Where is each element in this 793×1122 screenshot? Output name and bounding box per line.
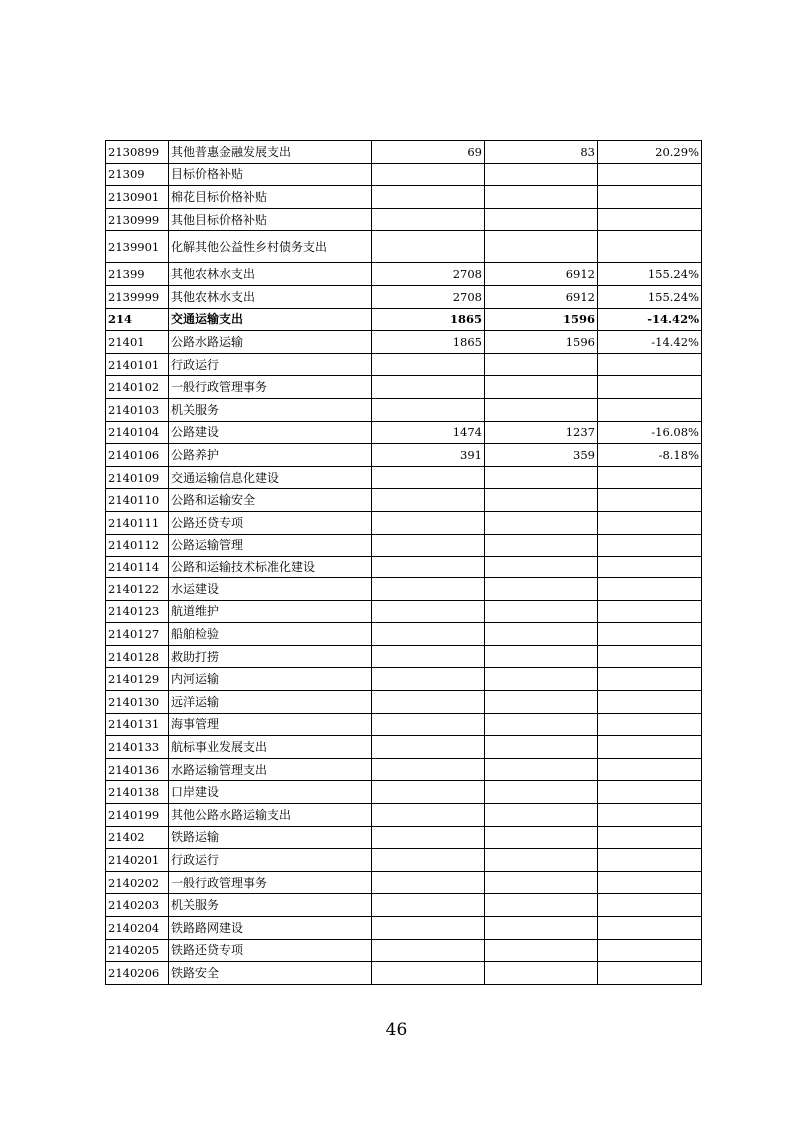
table-row	[106, 578, 702, 601]
amount-cell-2: 1237	[485, 421, 598, 444]
item-code-cell: 21402	[106, 826, 169, 849]
item-name-cell: 公路和运输安全	[169, 489, 372, 512]
table-row	[106, 186, 702, 209]
table-row	[106, 623, 702, 646]
table-row	[106, 691, 702, 714]
item-name-cell: 其他农林水支出	[169, 285, 372, 308]
amount-cell-2	[485, 376, 598, 399]
change-percent-cell	[598, 557, 702, 578]
item-name-cell: 铁路运输	[169, 826, 372, 849]
amount-cell-2	[485, 894, 598, 917]
amount-cell-1: 2708	[372, 285, 485, 308]
item-code-cell: 214	[106, 308, 169, 331]
amount-cell-2	[485, 917, 598, 940]
amount-cell-1	[372, 668, 485, 691]
amount-cell-2	[485, 691, 598, 714]
table-row	[106, 263, 702, 286]
table-row	[106, 849, 702, 872]
change-percent-cell	[598, 871, 702, 894]
item-name-cell: 水路运输管理支出	[169, 758, 372, 781]
table-row	[106, 781, 702, 804]
table-row	[106, 163, 702, 186]
amount-cell-2	[485, 826, 598, 849]
amount-cell-2	[485, 804, 598, 827]
amount-cell-1	[372, 645, 485, 668]
item-name-cell: 海事管理	[169, 713, 372, 736]
amount-cell-2: 1596	[485, 308, 598, 331]
amount-cell-1	[372, 557, 485, 578]
change-percent-cell	[598, 668, 702, 691]
item-name-cell: 机关服务	[169, 894, 372, 917]
table-row	[106, 804, 702, 827]
item-name-cell: 铁路安全	[169, 962, 372, 985]
amount-cell-1	[372, 231, 485, 263]
amount-cell-2	[485, 623, 598, 646]
item-name-cell: 其他公路水路运输支出	[169, 804, 372, 827]
table-row	[106, 511, 702, 534]
item-code-cell: 2140106	[106, 444, 169, 467]
change-percent-cell: 155.24%	[598, 263, 702, 286]
amount-cell-2: 83	[485, 141, 598, 164]
item-code-cell: 2140133	[106, 736, 169, 759]
item-code-cell: 2140204	[106, 917, 169, 940]
budget-table-body	[106, 141, 702, 985]
table-row	[106, 668, 702, 691]
table-row	[106, 736, 702, 759]
table-row	[106, 331, 702, 354]
amount-cell-1	[372, 534, 485, 557]
item-code-cell: 2140103	[106, 398, 169, 421]
change-percent-cell	[598, 534, 702, 557]
item-code-cell: 2140122	[106, 578, 169, 601]
amount-cell-2	[485, 466, 598, 489]
item-code-cell: 2140201	[106, 849, 169, 872]
change-percent-cell	[598, 376, 702, 399]
amount-cell-2	[485, 645, 598, 668]
amount-cell-2	[485, 849, 598, 872]
table-row	[106, 489, 702, 512]
amount-cell-2	[485, 871, 598, 894]
table-row	[106, 871, 702, 894]
amount-cell-1	[372, 826, 485, 849]
item-name-cell: 一般行政管理事务	[169, 871, 372, 894]
amount-cell-1	[372, 804, 485, 827]
change-percent-cell: -14.42%	[598, 331, 702, 354]
table-row	[106, 231, 702, 263]
amount-cell-1	[372, 208, 485, 231]
amount-cell-2	[485, 668, 598, 691]
change-percent-cell	[598, 713, 702, 736]
change-percent-cell	[598, 398, 702, 421]
change-percent-cell	[598, 231, 702, 263]
amount-cell-2	[485, 962, 598, 985]
amount-cell-1: 69	[372, 141, 485, 164]
item-code-cell: 2130901	[106, 186, 169, 209]
item-name-cell: 交通运输支出	[169, 308, 372, 331]
item-name-cell: 水运建设	[169, 578, 372, 601]
amount-cell-2	[485, 578, 598, 601]
table-row	[106, 826, 702, 849]
amount-cell-1: 391	[372, 444, 485, 467]
amount-cell-1: 1865	[372, 331, 485, 354]
table-row	[106, 894, 702, 917]
amount-cell-1	[372, 578, 485, 601]
item-code-cell: 2140112	[106, 534, 169, 557]
item-code-cell: 2140127	[106, 623, 169, 646]
amount-cell-1	[372, 623, 485, 646]
table-row	[106, 939, 702, 962]
amount-cell-1	[372, 511, 485, 534]
item-name-cell: 其他农林水支出	[169, 263, 372, 286]
table-row	[106, 645, 702, 668]
amount-cell-2	[485, 208, 598, 231]
change-percent-cell	[598, 962, 702, 985]
item-code-cell: 2140101	[106, 353, 169, 376]
item-name-cell: 交通运输信息化建设	[169, 466, 372, 489]
change-percent-cell	[598, 758, 702, 781]
item-code-cell: 2130899	[106, 141, 169, 164]
item-code-cell: 2140199	[106, 804, 169, 827]
change-percent-cell	[598, 691, 702, 714]
amount-cell-2	[485, 353, 598, 376]
amount-cell-1	[372, 917, 485, 940]
amount-cell-1	[372, 962, 485, 985]
amount-cell-2	[485, 534, 598, 557]
item-name-cell: 铁路路网建设	[169, 917, 372, 940]
change-percent-cell: -16.08%	[598, 421, 702, 444]
change-percent-cell: 20.29%	[598, 141, 702, 164]
amount-cell-2	[485, 600, 598, 623]
change-percent-cell	[598, 917, 702, 940]
table-row	[106, 208, 702, 231]
item-code-cell: 2140104	[106, 421, 169, 444]
change-percent-cell	[598, 511, 702, 534]
item-name-cell: 航标事业发展支出	[169, 736, 372, 759]
item-code-cell: 21399	[106, 263, 169, 286]
item-code-cell: 2140111	[106, 511, 169, 534]
amount-cell-1	[372, 398, 485, 421]
change-percent-cell	[598, 578, 702, 601]
table-row	[106, 534, 702, 557]
item-name-cell: 船舶检验	[169, 623, 372, 646]
change-percent-cell	[598, 353, 702, 376]
amount-cell-1: 2708	[372, 263, 485, 286]
amount-cell-1	[372, 781, 485, 804]
table-row	[106, 444, 702, 467]
item-name-cell: 化解其他公益性乡村债务支出	[169, 231, 372, 263]
item-name-cell: 目标价格补贴	[169, 163, 372, 186]
amount-cell-1	[372, 758, 485, 781]
amount-cell-1	[372, 186, 485, 209]
amount-cell-1	[372, 736, 485, 759]
item-code-cell: 2130999	[106, 208, 169, 231]
amount-cell-2	[485, 781, 598, 804]
change-percent-cell: -8.18%	[598, 444, 702, 467]
table-row	[106, 466, 702, 489]
item-code-cell: 2140131	[106, 713, 169, 736]
change-percent-cell	[598, 849, 702, 872]
item-code-cell: 2140138	[106, 781, 169, 804]
change-percent-cell	[598, 208, 702, 231]
amount-cell-1	[372, 691, 485, 714]
change-percent-cell: -14.42%	[598, 308, 702, 331]
amount-cell-2	[485, 939, 598, 962]
item-name-cell: 其他普惠金融发展支出	[169, 141, 372, 164]
amount-cell-2	[485, 163, 598, 186]
item-code-cell: 2139999	[106, 285, 169, 308]
table-row	[106, 308, 702, 331]
item-name-cell: 机关服务	[169, 398, 372, 421]
item-code-cell: 2140102	[106, 376, 169, 399]
amount-cell-2	[485, 511, 598, 534]
item-code-cell: 21401	[106, 331, 169, 354]
amount-cell-1	[372, 376, 485, 399]
table-row	[106, 917, 702, 940]
item-code-cell: 2140114	[106, 557, 169, 578]
item-name-cell: 救助打捞	[169, 645, 372, 668]
amount-cell-1: 1474	[372, 421, 485, 444]
item-code-cell: 2140136	[106, 758, 169, 781]
item-name-cell: 行政运行	[169, 353, 372, 376]
item-code-cell: 2140128	[106, 645, 169, 668]
amount-cell-1	[372, 849, 485, 872]
item-code-cell: 2139901	[106, 231, 169, 263]
item-name-cell: 一般行政管理事务	[169, 376, 372, 399]
item-code-cell: 2140203	[106, 894, 169, 917]
change-percent-cell	[598, 600, 702, 623]
item-code-cell: 2140205	[106, 939, 169, 962]
amount-cell-2: 6912	[485, 285, 598, 308]
item-name-cell: 公路建设	[169, 421, 372, 444]
item-name-cell: 公路和运输技术标准化建设	[169, 557, 372, 578]
amount-cell-2	[485, 736, 598, 759]
amount-cell-1	[372, 353, 485, 376]
item-name-cell: 铁路还贷专项	[169, 939, 372, 962]
table-row	[106, 962, 702, 985]
table-row	[106, 600, 702, 623]
change-percent-cell	[598, 804, 702, 827]
table-row	[106, 376, 702, 399]
change-percent-cell	[598, 489, 702, 512]
item-code-cell: 2140110	[106, 489, 169, 512]
item-code-cell: 2140202	[106, 871, 169, 894]
amount-cell-1	[372, 466, 485, 489]
item-name-cell: 行政运行	[169, 849, 372, 872]
amount-cell-2	[485, 186, 598, 209]
change-percent-cell	[598, 894, 702, 917]
item-name-cell: 公路运输管理	[169, 534, 372, 557]
item-code-cell: 2140109	[106, 466, 169, 489]
amount-cell-2: 1596	[485, 331, 598, 354]
change-percent-cell	[598, 736, 702, 759]
amount-cell-1	[372, 163, 485, 186]
item-code-cell: 2140123	[106, 600, 169, 623]
change-percent-cell	[598, 623, 702, 646]
change-percent-cell	[598, 186, 702, 209]
table-row	[106, 398, 702, 421]
amount-cell-1: 1865	[372, 308, 485, 331]
change-percent-cell: 155.24%	[598, 285, 702, 308]
amount-cell-2	[485, 489, 598, 512]
amount-cell-1	[372, 600, 485, 623]
table-row	[106, 713, 702, 736]
change-percent-cell	[598, 781, 702, 804]
change-percent-cell	[598, 466, 702, 489]
amount-cell-2	[485, 713, 598, 736]
amount-cell-2	[485, 758, 598, 781]
item-name-cell: 公路养护	[169, 444, 372, 467]
item-code-cell: 2140130	[106, 691, 169, 714]
table-row	[106, 758, 702, 781]
change-percent-cell	[598, 645, 702, 668]
amount-cell-2	[485, 398, 598, 421]
change-percent-cell	[598, 826, 702, 849]
amount-cell-2: 6912	[485, 263, 598, 286]
amount-cell-1	[372, 894, 485, 917]
budget-table	[105, 140, 702, 985]
item-name-cell: 内河运输	[169, 668, 372, 691]
table-row	[106, 141, 702, 164]
amount-cell-2	[485, 557, 598, 578]
item-name-cell: 远洋运输	[169, 691, 372, 714]
amount-cell-1	[372, 713, 485, 736]
table-row	[106, 557, 702, 578]
item-name-cell: 口岸建设	[169, 781, 372, 804]
change-percent-cell	[598, 939, 702, 962]
item-code-cell: 2140129	[106, 668, 169, 691]
item-name-cell: 航道维护	[169, 600, 372, 623]
amount-cell-1	[372, 939, 485, 962]
item-code-cell: 21309	[106, 163, 169, 186]
amount-cell-2	[485, 231, 598, 263]
change-percent-cell	[598, 163, 702, 186]
amount-cell-2: 359	[485, 444, 598, 467]
amount-cell-1	[372, 489, 485, 512]
table-row	[106, 353, 702, 376]
item-name-cell: 公路还贷专项	[169, 511, 372, 534]
item-name-cell: 公路水路运输	[169, 331, 372, 354]
table-row	[106, 285, 702, 308]
amount-cell-1	[372, 871, 485, 894]
table-row	[106, 421, 702, 444]
item-name-cell: 棉花目标价格补贴	[169, 186, 372, 209]
item-name-cell: 其他目标价格补贴	[169, 208, 372, 231]
page-number: 46	[385, 1020, 408, 1040]
item-code-cell: 2140206	[106, 962, 169, 985]
